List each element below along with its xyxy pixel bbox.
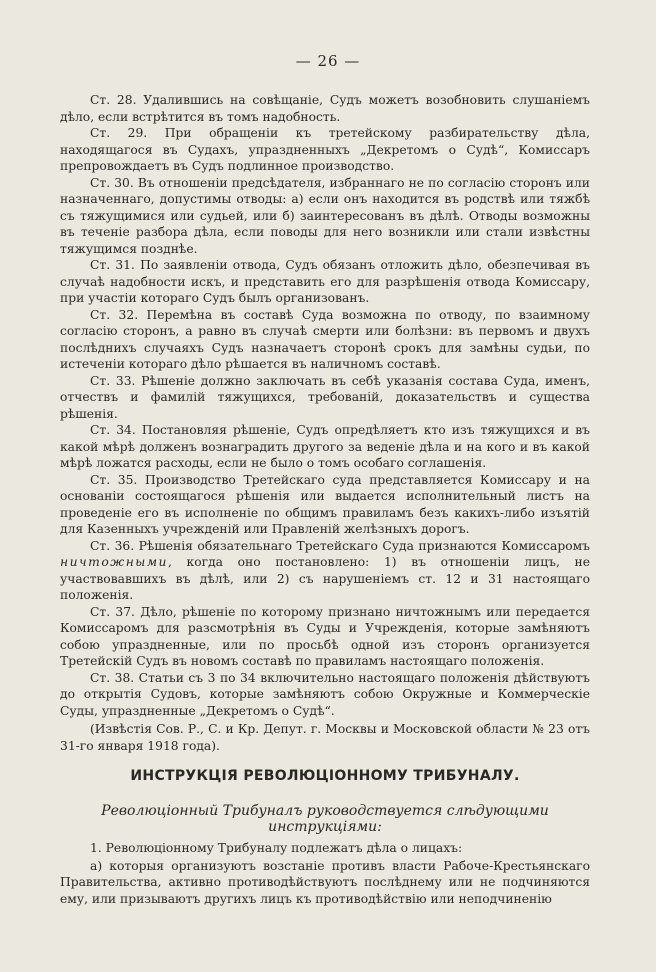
- article-37: Ст. 37. Дѣло, рѣшеніе по которому признано ничтожнымъ или передается Комиссаромъ для разсмотрѣнія въ Суды и Учрежденія, которые замѣняютъ собою упраздненные, или по просьбѣ одной изъ сторонъ организуется Третейскій Судъ въ новомъ составѣ по правиламъ настоящаго положенія.: [60, 604, 590, 668]
- article-35: Ст. 35. Производство Третейскаго суда представляется Комиссару и на основаніи состоящагося рѣшенія или выдается исполнительный листъ на проведеніе его въ исполненіе по общимъ правиламъ безъ какихъ-либо изъятій для Казенныхъ учрежденій или Правленій желѣзныхъ дорогъ.: [60, 472, 590, 536]
- article-29: Ст. 29. При обращеніи къ третейскому разбирательству дѣла, находящагося въ Судахъ, упраздненныхъ „Декретомъ о Судѣ“, Комиссаръ препровождаетъ въ Судъ подлинное производство.: [60, 126, 590, 173]
- article-36-end: , когда оно постановлено: 1) въ отношеніи лицъ, не участвовавшихъ въ дѣлѣ, или 2) съ нарушеніемъ ст. 12 и 31 настоящаго положенія.: [60, 555, 590, 602]
- instruction-body: [60, 840, 590, 907]
- article-33: Ст. 33. Рѣшеніе должно заключать въ себѣ указанія состава Суда, именъ, отчествъ и фамилій тяжущихся, требованій, доказательствъ и существа рѣшенія.: [60, 373, 590, 421]
- instruction-heading: ИНСТРУКЦІЯ РЕВОЛЮЦІОННОМУ ТРИБУНАЛУ.: [130, 768, 520, 784]
- instruction-item-1: 1. Революціонному Трибуналу подлежатъ дѣла о лицахъ:: [90, 841, 463, 855]
- article-36-start: Ст. 36. Рѣшенія обязательнаго Третейскаго Суда признаются Комиссаромъ: [90, 538, 590, 553]
- article-30: Ст. 30. Въ отношеніи предсѣдателя, избраннаго не по согласію сторонъ или назначеннаго, допустимы отводы: а) если онъ находится въ родствѣ или тяжбѣ съ тяжущимися или судьей, или б) заинтересованъ въ дѣлѣ. Отводы возможны въ теченіе разбора дѣла, если поводы для него возникли или стали извѣстны тяжущимся позднѣе.: [60, 175, 590, 256]
- decree-articles: [60, 92, 590, 754]
- page-number: — 26 —: [295, 52, 361, 70]
- article-38: Ст. 38. Статьи съ 3 по 34 включительно настоящаго положенія дѣйствуютъ до открытія Судовъ, которые замѣняютъ собою Окружные и Коммерческіе Суды, упраздненные „Декретомъ о Судѣ“.: [60, 670, 590, 718]
- instruction-item-1a: а) которыя организуютъ возстаніе противъ власти Рабоче-Крестьянскаго Правительства, активно противодѣйствуютъ послѣднему или не подчиняются ему, или призываютъ другихъ лицъ къ противодѣйствію или неподчиненію: [60, 858, 590, 906]
- instruction-subheading: Революціонный Трибуналъ руководствуется слѣдующими инструкціями:: [101, 803, 549, 835]
- article-36-emphasis: ничтожными: [60, 555, 168, 569]
- article-32: Ст. 32. Перемѣна въ составѣ Суда возможна по отводу, по взаимному согласію сторонъ, а равно въ случаѣ смерти или болѣзни: въ первомъ и двухъ послѣднихъ случаяхъ Судъ назначаетъ сторонѣ срокъ для замѣны судьи, по истеченіи котораго дѣло рѣшается въ наличномъ составѣ.: [60, 307, 590, 371]
- article-28: Ст. 28. Удалившись на совѣщаніе, Судъ можетъ возобновить слушаніемъ дѣло, если встрѣтится въ томъ надобность.: [60, 93, 590, 124]
- article-34: Ст. 34. Постановляя рѣшеніе, Судъ опредѣляетъ кто изъ тяжущихся и въ какой мѣрѣ долженъ вознаградить другого за веденіе дѣла и на кого и въ какой мѣрѣ ложатся расходы, если не было о томъ особаго соглашенія.: [60, 423, 590, 470]
- source-citation: (Извѣстія Сов. Р., С. и Кр. Депут. г. Москвы и Московской области № 23 отъ 31-го января 1918 года).: [60, 722, 590, 753]
- article-36: [60, 538, 590, 604]
- article-31: Ст. 31. По заявленіи отвода, Судъ обязанъ отложить дѣло, обезпечивая въ случаѣ надобности искъ, и представить его для разрѣшенія отвода Комиссару, при участіи котораго Судъ былъ организованъ.: [60, 258, 590, 305]
